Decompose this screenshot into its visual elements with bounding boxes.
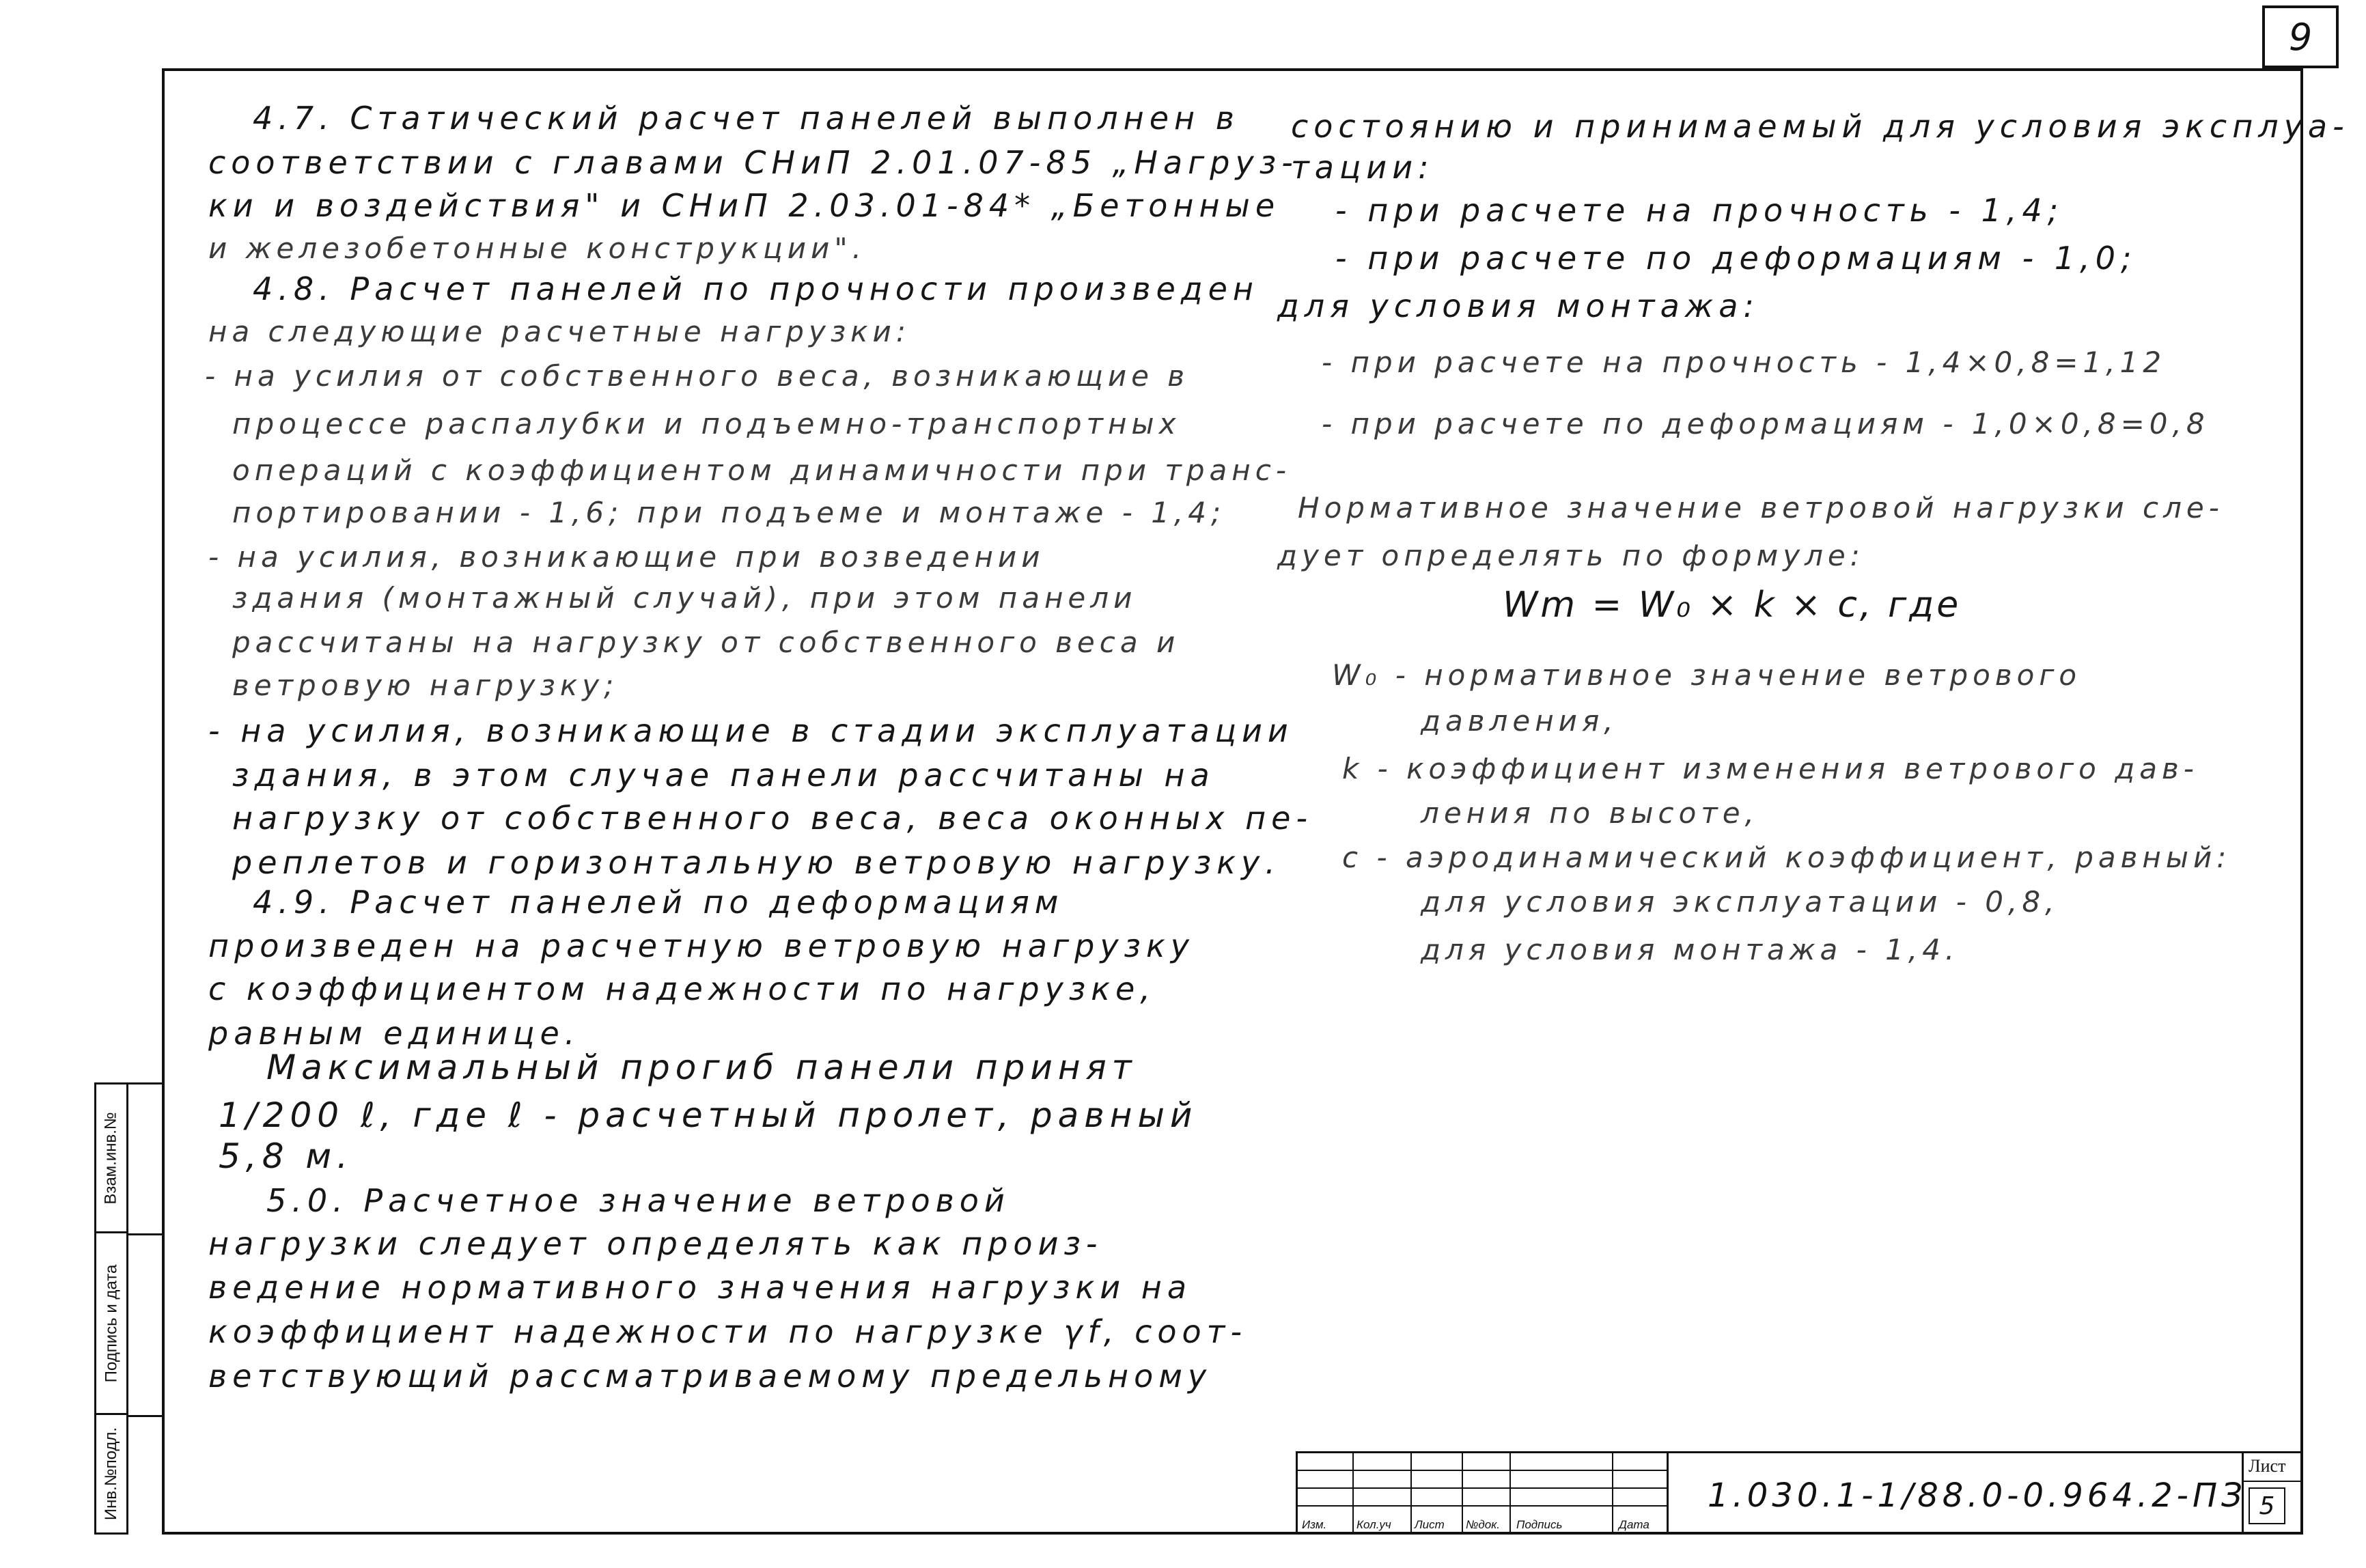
text-line: для условия эксплуатации - 0,8, [1421, 885, 2059, 919]
side-stamp-original-inventory [96, 1415, 126, 1532]
text-line: - на усилия, возникающие при возведении [208, 540, 1045, 574]
text-line: Нормативное значение ветровой нагрузки сле- [1298, 491, 2224, 524]
text-line: 4.7. Статический расчет панелей выполнен в [253, 100, 1240, 137]
side-stamp-label: Взам.инв.№ [102, 1111, 121, 1205]
text-line: здания (монтажный случай), при этом панели [232, 581, 1137, 615]
text-line: - при расчете на прочность - 1,4×0,8=1,12 [1322, 346, 2167, 379]
text-line: давления, [1421, 704, 1618, 738]
text-line: коэффициент надежности по нагрузке γf, соот- [208, 1313, 1248, 1350]
text-line: нагрузку от собственного веса, веса оконных пе- [232, 800, 1313, 837]
text-line: процессе распалубки и подъемно-транспортных [232, 407, 1181, 440]
text-line: 5,8 м. [219, 1136, 354, 1176]
text-line: ветровую нагрузку; [232, 669, 619, 702]
revision-table [1298, 1453, 1667, 1535]
text-line: для условия монтажа - 1,4. [1421, 933, 1960, 966]
document-code: 1.030.1-1/88.0-0.964.2-ПЗ [1708, 1476, 2246, 1515]
side-stamp-substitute-inventory [96, 1084, 126, 1233]
title-block-label: Подпись [1516, 1518, 1563, 1531]
text-line: нагрузки следует определять как произ- [208, 1225, 1103, 1262]
text-line: рассчитаны на нагрузку от собственного веса и [232, 626, 1180, 659]
side-stamp-label: Инв.№подл. [102, 1427, 121, 1521]
wind-load-formula: Wm = W₀ × k × c, где [1503, 585, 1962, 626]
text-line: и железобетонные конструкции". [208, 232, 867, 265]
text-line: k - коэффициент изменения ветрового дав- [1342, 752, 2199, 785]
side-stamp-label: Подпись и дата [102, 1264, 120, 1382]
text-line: с коэффициентом надежности по нагрузке, [208, 970, 1156, 1007]
text-line: 5.0. Расчетное значение ветровой [266, 1182, 1010, 1219]
text-line: здания, в этом случае панели рассчитаны на [232, 757, 1215, 794]
text-line: 1/200 ℓ, где ℓ - расчетный пролет, равный [219, 1095, 1198, 1135]
text-line: - на усилия, возникающие в стадии эксплуатации [208, 712, 1294, 749]
text-line: - на усилия от собственного веса, возникающие в [205, 359, 1190, 393]
sheet-number: 5 [2249, 1487, 2285, 1524]
text-line: c - аэродинамический коэффициент, равный: [1342, 841, 2231, 874]
text-line: ветствующий рассматриваемому предельному [208, 1358, 1212, 1395]
text-line: 4.8. Расчет панелей по прочности произведен [253, 270, 1259, 307]
text-line: на следующие расчетные нагрузки: [208, 315, 910, 348]
side-stamp-blank-column [128, 1082, 162, 1535]
text-line: 4.9. Расчет панелей по деформациям [253, 884, 1064, 921]
text-line: - при расчете по деформациям - 1,0×0,8=0,8 [1322, 407, 2210, 440]
text-line: ведение нормативного значения нагрузки на [208, 1269, 1193, 1306]
text-line: для условия монтажа: [1277, 288, 1759, 324]
text-line: произведен на расчетную ветровую нагрузку [208, 927, 1195, 964]
text-line: - при расчете на прочность - 1,4; [1335, 192, 2064, 229]
text-line: - при расчете по деформациям - 1,0; [1335, 240, 2137, 277]
text-line: ки и воздействия" и СНиП 2.03.01-84* „Бетонные [208, 187, 1281, 224]
text-line: ления по высоте, [1421, 796, 1759, 830]
title-block-label: №док. [1466, 1518, 1501, 1531]
text-line: операций с коэффициентом динамичности при транс- [232, 453, 1292, 487]
title-block-label: Дата [1619, 1518, 1650, 1531]
sheet-label: Лист [2249, 1456, 2286, 1476]
title-block-label: Лист [1415, 1518, 1445, 1531]
text-line: дует определять по формуле: [1277, 539, 1865, 572]
title-block-label: Изм. [1302, 1518, 1327, 1531]
side-stamp [94, 1082, 128, 1535]
page-number: 9 [2262, 5, 2339, 68]
side-stamp-signature-date [96, 1233, 126, 1415]
text-line: равным единице. [208, 1015, 581, 1052]
text-line: состоянию и принимаемый для условия эксплуа- [1291, 108, 2350, 145]
text-line: W₀ - нормативное значение ветрового [1332, 658, 2082, 692]
text-line: Максимальный прогиб панели принят [266, 1048, 1137, 1087]
text-line: тации: [1291, 149, 1434, 186]
text-line: реплетов и горизонтальную ветровую нагрузку. [232, 844, 1281, 881]
text-line: соответствии с главами СНиП 2.01.07-85 „Нагруз- [208, 144, 1298, 181]
text-line: портировании - 1,6; при подъеме и монтаже - 1,4; [232, 496, 1226, 529]
title-block-label: Кол.уч [1356, 1518, 1391, 1531]
title-block [1296, 1451, 2303, 1535]
